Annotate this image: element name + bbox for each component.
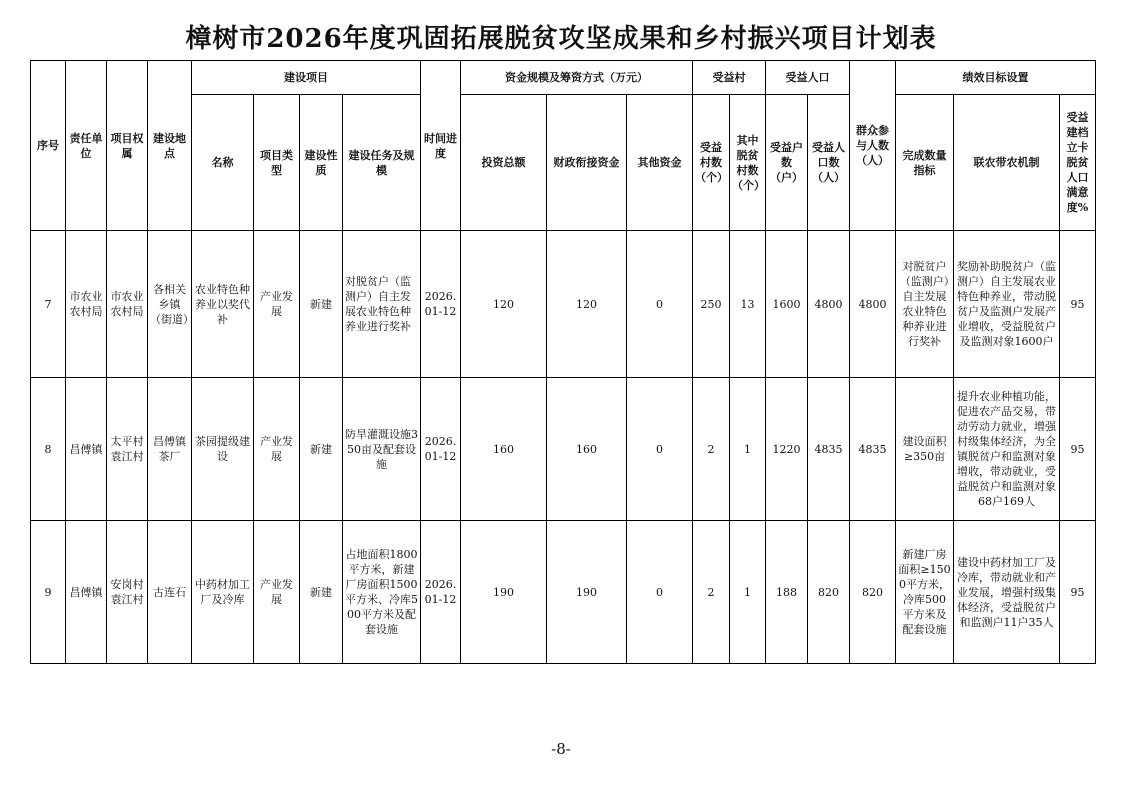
cell-poverty-villages: 1 — [730, 378, 766, 521]
cell-linkage: 建设中药材加工厂及冷库，带动就业和产业发展，增强村级集体经济，受益脱贫户和监测户11户35人 — [954, 521, 1060, 664]
cell-poverty-villages: 1 — [730, 521, 766, 664]
header-total-investment: 投资总额 — [461, 95, 547, 231]
table-row — [31, 231, 1096, 378]
page-number: -8- — [551, 740, 571, 758]
header-location: 建设地点 — [148, 61, 192, 231]
header-benefit-village-count: 受益村数（个） — [693, 95, 730, 231]
header-completion-indicator: 完成数量指标 — [896, 95, 954, 231]
cell-other: 0 — [627, 521, 693, 664]
cell-total: 190 — [461, 521, 547, 664]
cell-villages: 2 — [693, 378, 730, 521]
cell-seq: 8 — [31, 378, 66, 521]
header-poverty-village-count: 其中脱贫村数（个） — [730, 95, 766, 231]
header-seq: 序号 — [31, 61, 66, 231]
header-benefit-people: 受益人口数（人） — [808, 95, 850, 231]
cell-unit: 昌傅镇 — [66, 521, 107, 664]
cell-name: 农业特色种养业以奖代补 — [192, 231, 254, 378]
header-responsible-unit: 责任单位 — [66, 61, 107, 231]
cell-task: 防旱灌溉设施350亩及配套设施 — [343, 378, 421, 521]
cell-linkage: 奖励补助脱贫户（监测户）自主发展农业特色种养业，带动脱贫户及监测户发展产业增收，受益脱贫户及监测对象1600户 — [954, 231, 1060, 378]
cell-participants: 4800 — [850, 231, 896, 378]
table-row — [31, 521, 1096, 664]
project-plan-table — [30, 60, 1096, 664]
cell-schedule: 2026.01-12 — [421, 231, 461, 378]
header-benefit-villages: 受益村 — [693, 61, 766, 95]
cell-people: 820 — [808, 521, 850, 664]
header-ownership: 项目权属 — [107, 61, 148, 231]
header-construction-project: 建设项目 — [192, 61, 421, 95]
cell-location: 各相关乡镇（街道） — [148, 231, 192, 378]
cell-fiscal: 160 — [547, 378, 627, 521]
cell-schedule: 2026.01-12 — [421, 521, 461, 664]
cell-nature: 新建 — [300, 231, 343, 378]
cell-satisfaction: 95 — [1060, 378, 1096, 521]
cell-fiscal: 120 — [547, 231, 627, 378]
table-row — [31, 378, 1096, 521]
cell-participants: 4835 — [850, 378, 896, 521]
header-benefit-population: 受益人口 — [766, 61, 850, 95]
header-linkage: 联农带农机制 — [954, 95, 1060, 231]
cell-name: 茶园提级建设 — [192, 378, 254, 521]
cell-unit: 昌傅镇 — [66, 378, 107, 521]
cell-task: 占地面积1800平方米，新建厂房面积1500平方米、冷库500平方米及配套设施 — [343, 521, 421, 664]
header-satisfaction: 受益建档立卡脱贫人口满意度% — [1060, 95, 1096, 231]
cell-ownership: 市农业农村局 — [107, 231, 148, 378]
cell-people: 4835 — [808, 378, 850, 521]
cell-schedule: 2026.01-12 — [421, 378, 461, 521]
cell-type: 产业发展 — [254, 231, 300, 378]
header-funding: 资金规模及筹资方式（万元） — [461, 61, 693, 95]
cell-households: 1220 — [766, 378, 808, 521]
cell-seq: 9 — [31, 521, 66, 664]
header-nature: 建设性质 — [300, 95, 343, 231]
cell-indicator: 新建厂房面积≥1500平方米，冷库500平方米及配套设施 — [896, 521, 954, 664]
header-participants: 群众参与人数（人） — [850, 61, 896, 231]
cell-linkage: 提升农业种植功能，促进农产品交易，带动劳动力就业，增强村级集体经济，为全镇脱贫户和监测对象增收，带动就业，受益脱贫户和监测对象68户169人 — [954, 378, 1060, 521]
cell-households: 1600 — [766, 231, 808, 378]
cell-type: 产业发展 — [254, 378, 300, 521]
cell-location: 昌傅镇茶厂 — [148, 378, 192, 521]
cell-unit: 市农业农村局 — [66, 231, 107, 378]
header-task-scale: 建设任务及规模 — [343, 95, 421, 231]
cell-ownership: 安岗村袁江村 — [107, 521, 148, 664]
cell-type: 产业发展 — [254, 521, 300, 664]
cell-satisfaction: 95 — [1060, 231, 1096, 378]
cell-nature: 新建 — [300, 378, 343, 521]
cell-satisfaction: 95 — [1060, 521, 1096, 664]
cell-participants: 820 — [850, 521, 896, 664]
cell-total: 120 — [461, 231, 547, 378]
cell-villages: 250 — [693, 231, 730, 378]
cell-indicator: 对脱贫户（监测户）自主发展农业特色种养业进行奖补 — [896, 231, 954, 378]
header-benefit-households: 受益户数（户） — [766, 95, 808, 231]
cell-location: 古连石 — [148, 521, 192, 664]
header-fiscal-funds: 财政衔接资金 — [547, 95, 627, 231]
cell-people: 4800 — [808, 231, 850, 378]
cell-other: 0 — [627, 231, 693, 378]
cell-seq: 7 — [31, 231, 66, 378]
cell-other: 0 — [627, 378, 693, 521]
cell-nature: 新建 — [300, 521, 343, 664]
header-other-funds: 其他资金 — [627, 95, 693, 231]
header-schedule: 时间进度 — [421, 61, 461, 231]
header-performance: 绩效目标设置 — [896, 61, 1096, 95]
header-name: 名称 — [192, 95, 254, 231]
cell-fiscal: 190 — [547, 521, 627, 664]
cell-indicator: 建设面积≥350亩 — [896, 378, 954, 521]
header-type: 项目类型 — [254, 95, 300, 231]
cell-poverty-villages: 13 — [730, 231, 766, 378]
cell-ownership: 太平村袁江村 — [107, 378, 148, 521]
cell-villages: 2 — [693, 521, 730, 664]
cell-name: 中药材加工厂及冷库 — [192, 521, 254, 664]
cell-total: 160 — [461, 378, 547, 521]
cell-households: 188 — [766, 521, 808, 664]
cell-task: 对脱贫户（监测户）自主发展农业特色种养业进行奖补 — [343, 231, 421, 378]
page-title: 樟树市2026年度巩固拓展脱贫攻坚成果和乡村振兴项目计划表 — [185, 24, 937, 54]
